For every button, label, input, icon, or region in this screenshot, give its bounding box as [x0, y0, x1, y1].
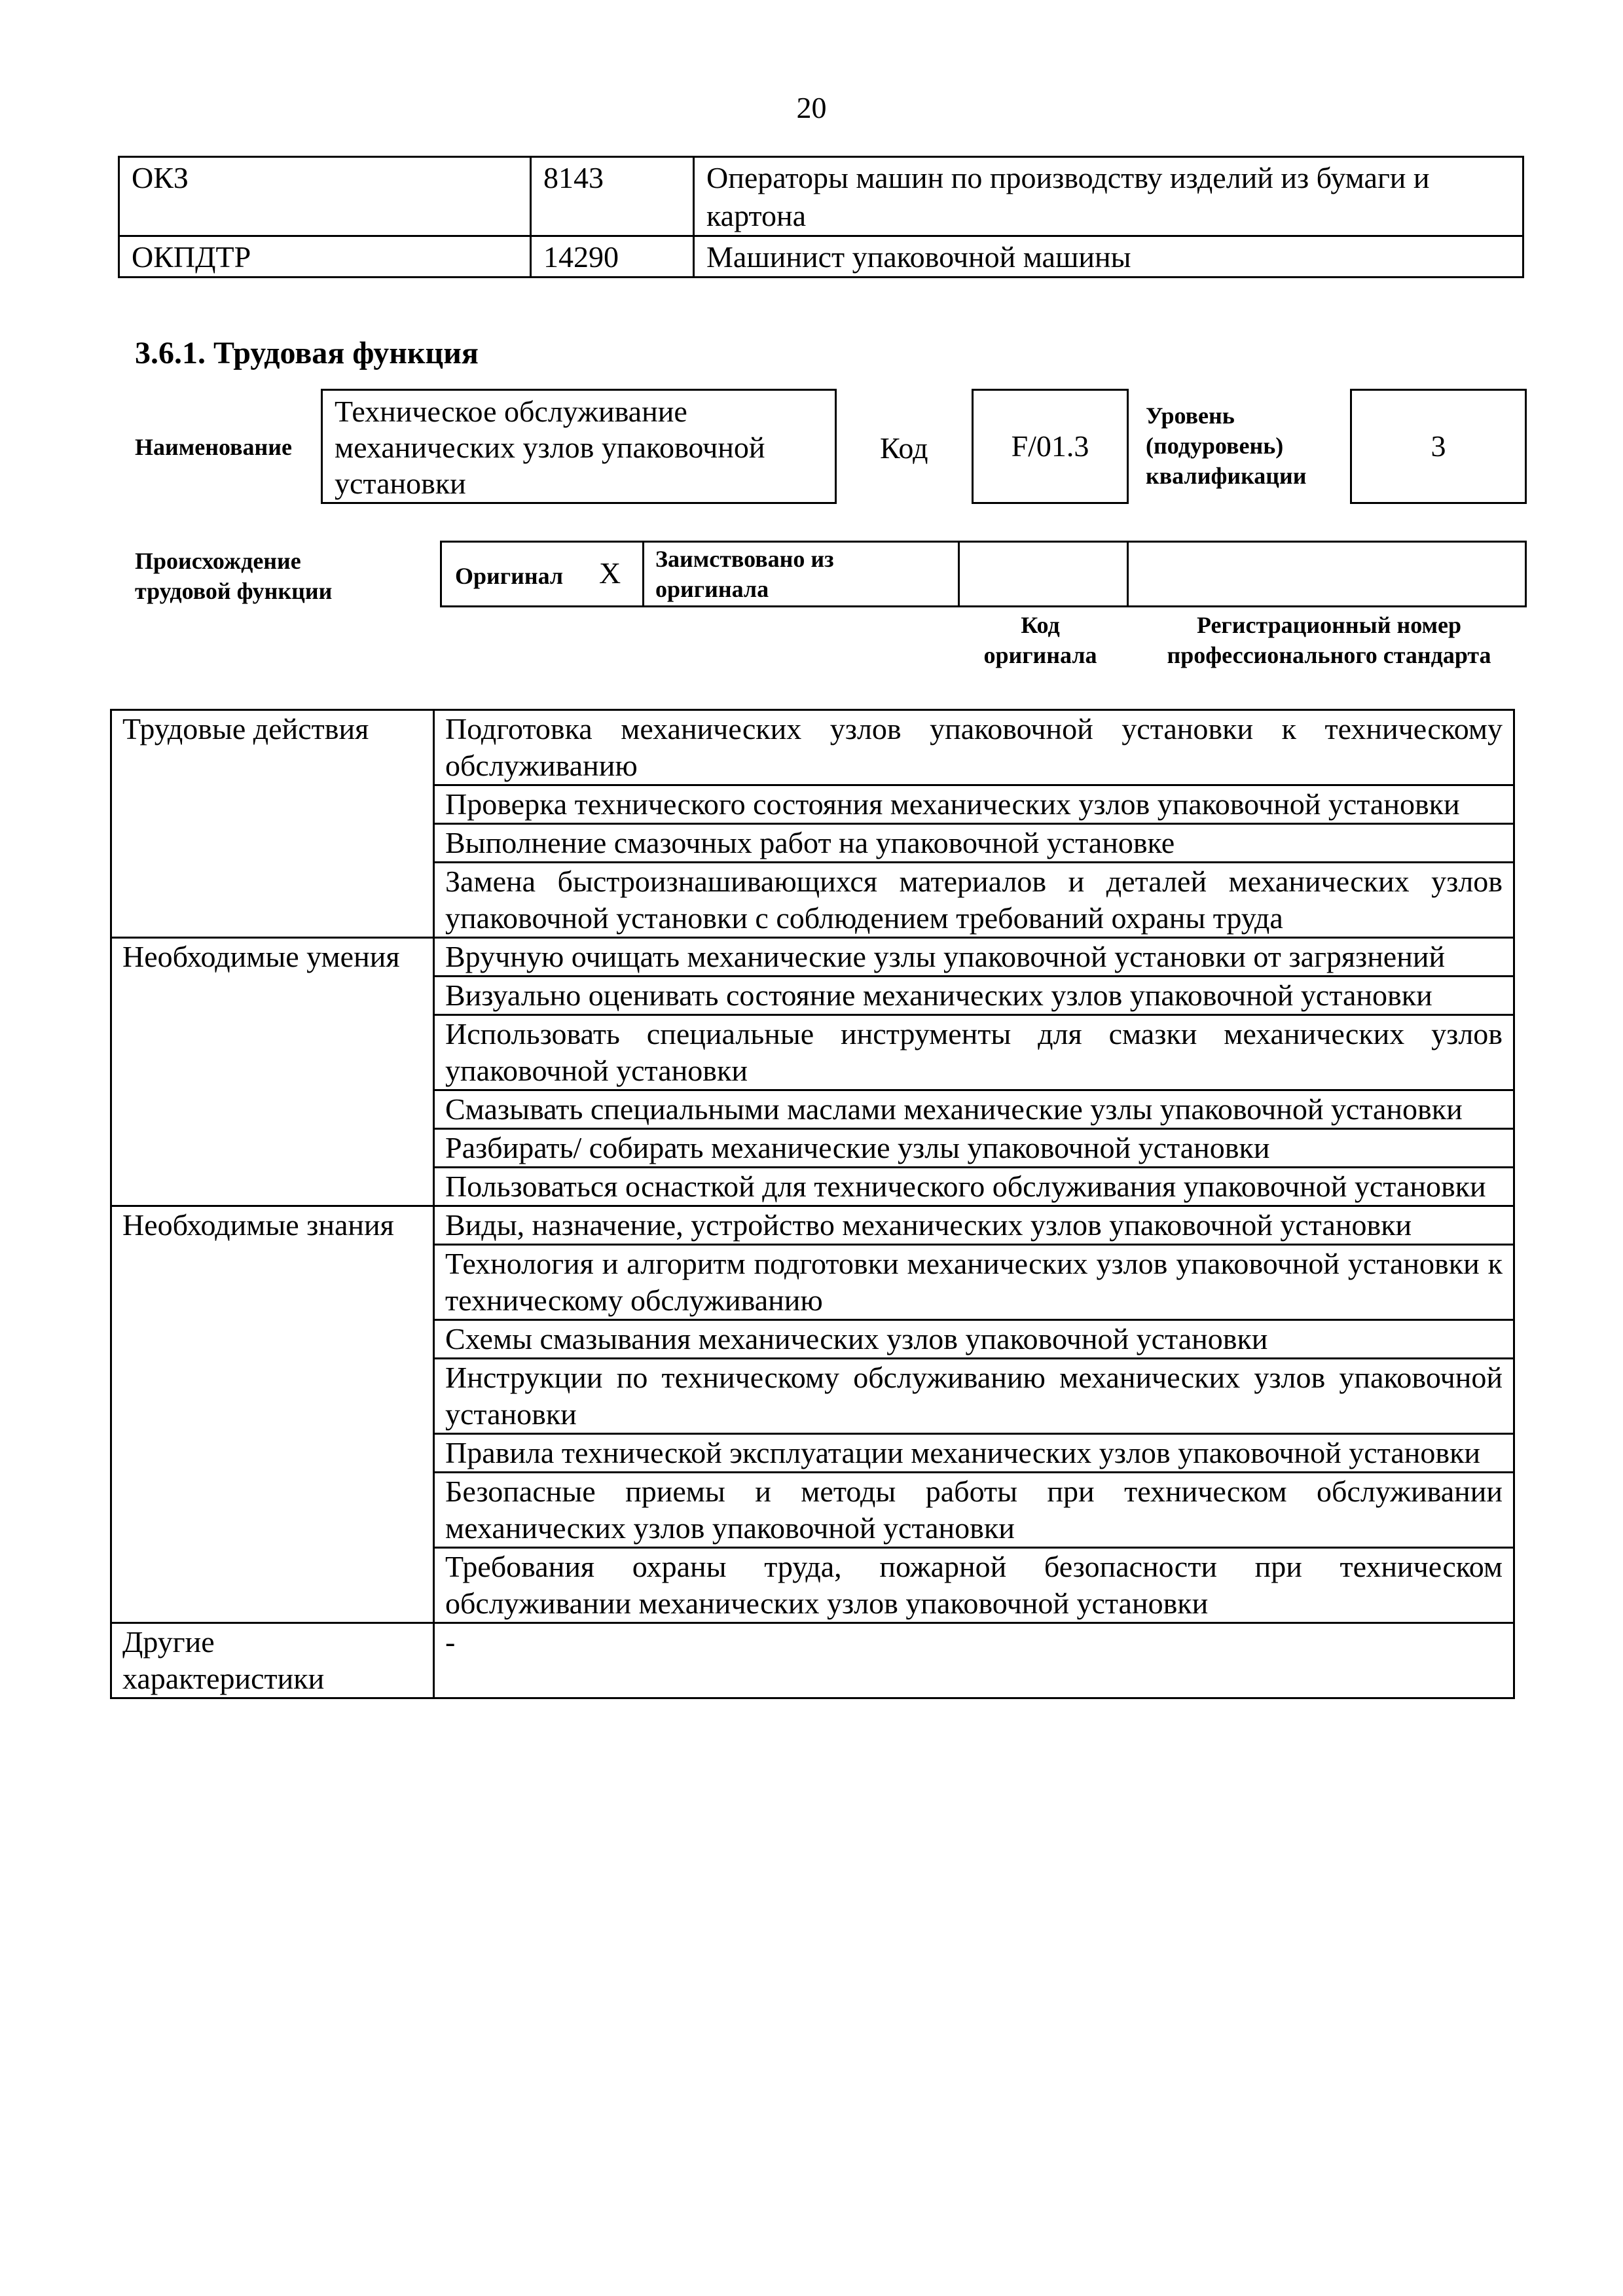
table-cell: Технология и алгоритм подготовки механических узлов упаковочной установки к техническому обслуживанию	[434, 1245, 1514, 1320]
code-cell: 14290	[531, 236, 694, 278]
original-label: Оригинал	[455, 563, 564, 589]
labor-function-table	[110, 709, 1515, 1699]
level-label: Уровень (подуровень) квалификации	[1146, 403, 1307, 489]
origin-row	[440, 541, 1527, 607]
category-labor-actions: Трудовые действия	[111, 710, 434, 938]
classifier-cell: ОКЗ	[119, 157, 531, 236]
occupation-cell: Машинист упаковочной машины	[694, 236, 1523, 278]
code-original-caption: Код оригинала	[983, 612, 1097, 668]
name-label: Наименование	[135, 434, 292, 460]
function-code-box	[972, 389, 1129, 504]
divider	[958, 543, 960, 605]
table-row	[119, 236, 1523, 278]
table-cell: Пользоваться оснасткой для технического обслуживания упаковочной установки	[434, 1168, 1514, 1206]
function-code-value: F/01.3	[1011, 429, 1089, 463]
section-title: 3.6.1. Трудовая функция	[135, 336, 479, 370]
classifier-cell: ОКПДТР	[119, 236, 531, 278]
table-row	[111, 1623, 1514, 1698]
function-name-box	[321, 389, 837, 504]
table-cell: Смазывать специальными маслами механические узлы упаковочной установки	[434, 1090, 1514, 1129]
table-cell: Безопасные приемы и методы работы при техническом обслуживании механических узлов упаковочной установки	[434, 1473, 1514, 1548]
level-value: 3	[1431, 429, 1446, 463]
table-row	[111, 938, 1514, 977]
table-cell: Выполнение смазочных работ на упаковочной установке	[434, 824, 1514, 863]
table-cell: Правила технической эксплуатации механических узлов упаковочной установки	[434, 1434, 1514, 1473]
table-cell: Требования охраны труда, пожарной безопасности при техническом обслуживании механических узлов упаковочной установки	[434, 1548, 1514, 1623]
table-row	[111, 1206, 1514, 1245]
function-name-value: Техническое обслуживание механических узлов упаковочной установки	[335, 395, 765, 500]
table-row	[111, 710, 1514, 785]
divider	[642, 543, 644, 605]
level-box	[1350, 389, 1527, 504]
table-row	[119, 157, 1523, 236]
divider	[1127, 543, 1129, 605]
table-cell: Разбирать/ собирать механические узлы упаковочной установки	[434, 1129, 1514, 1168]
table-cell: Использовать специальные инструменты для смазки механических узлов упаковочной установки	[434, 1015, 1514, 1090]
occupation-cell: Операторы машин по производству изделий из бумаги и картона	[694, 157, 1523, 236]
classifier-codes-table	[118, 156, 1524, 278]
table-cell: Подготовка механических узлов упаковочной установки к техническому обслуживанию	[434, 710, 1514, 785]
table-cell: Замена быстроизнашивающихся материалов и деталей механических узлов упаковочной установки с соблюдением требований охраны труда	[434, 863, 1514, 938]
page-number: 20	[796, 91, 827, 124]
code-label: Код	[880, 431, 928, 465]
category-required-skills: Необходимые умения	[111, 938, 434, 1206]
table-cell: Схемы смазывания механических узлов упаковочной установки	[434, 1320, 1514, 1359]
table-cell: Визуально оценивать состояние механических узлов упаковочной установки	[434, 977, 1514, 1015]
origin-label: Происхождение трудовой функции	[135, 548, 333, 604]
table-cell: Вручную очищать механические узлы упаковочной установки от загрязнений	[434, 938, 1514, 977]
category-other-characteristics: Другие характеристики	[111, 1623, 434, 1698]
reg-number-caption: Регистрационный номер профессионального стандарта	[1167, 612, 1491, 668]
table-cell: Инструкции по техническому обслуживанию механических узлов упаковочной установки	[434, 1359, 1514, 1434]
category-required-knowledge: Необходимые знания	[111, 1206, 434, 1623]
code-cell: 8143	[531, 157, 694, 236]
original-mark: X	[599, 556, 621, 590]
borrowed-label: Заимствовано из оригинала	[655, 546, 834, 602]
table-cell: Проверка технического состояния механических узлов упаковочной установки	[434, 785, 1514, 824]
table-cell: -	[434, 1623, 1514, 1698]
table-cell: Виды, назначение, устройство механических узлов упаковочной установки	[434, 1206, 1514, 1245]
